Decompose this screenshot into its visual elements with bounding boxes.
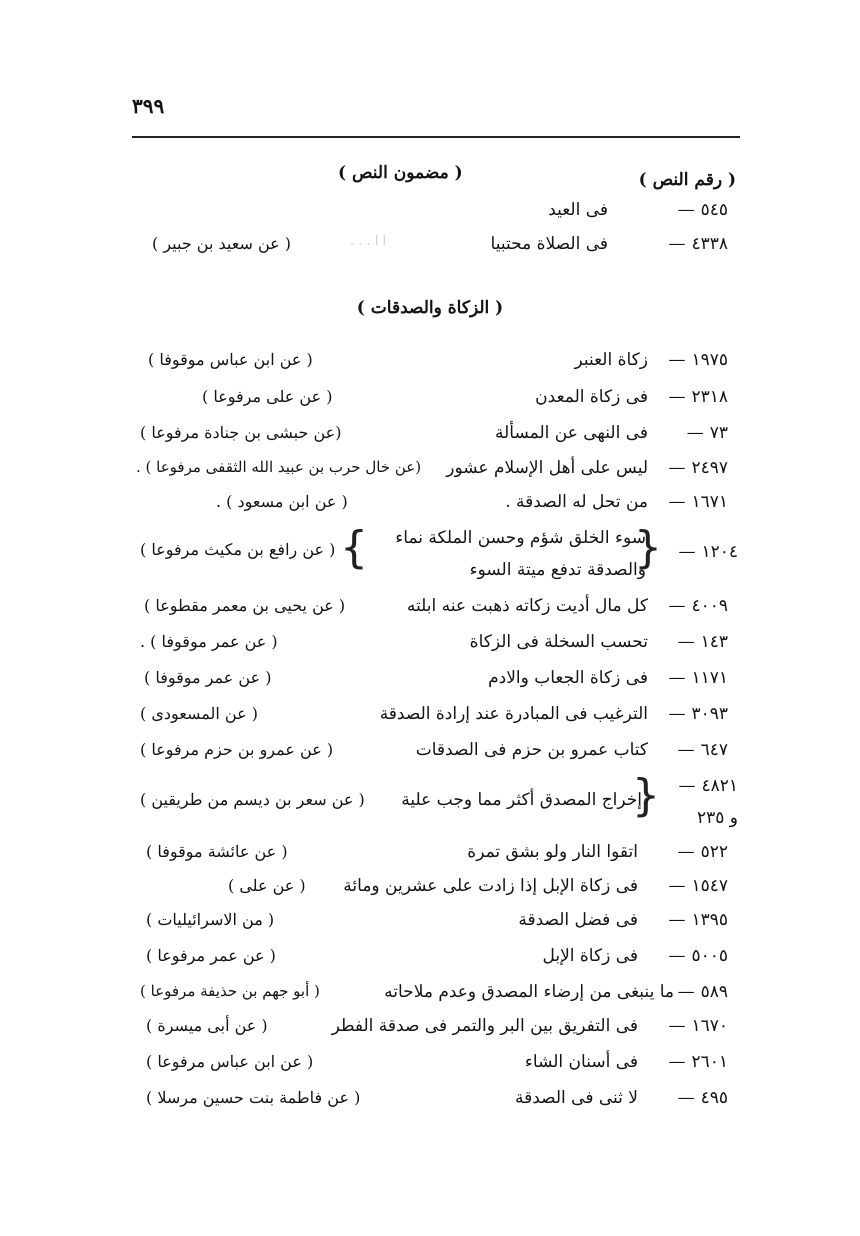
entry-number: ١٥٤٧ <box>691 876 728 896</box>
entry-source: ( أبو جهم بن حذيفة مرفوعا ) <box>140 982 320 1000</box>
entry-source: ( عن عمر موقوفا ) <box>144 668 272 687</box>
entry-source: ( عن أبى ميسرة ) <box>146 1016 268 1035</box>
entry-number: ٤٠٠٩ <box>691 596 728 616</box>
index-entry-multiline: ٤٨٢١— و ٢٣٥ { إخراج المصدق أكثر مما وجب علية ( عن سعر بن ديسم من طريقين ) <box>140 770 738 828</box>
entry-topic: تحسب السخلة فى الزكاة <box>469 632 648 652</box>
index-entry: ٤٠٠٩— كل مال أديت زكاته ذهبت عنه ابلته ( عن يحيى بن معمر مقطوعا ) <box>144 596 728 616</box>
left-brace: } <box>340 522 368 573</box>
index-entry-multiline: ١٢٠٤— { سوء الخلق شؤم وحسن الملكة نماء والصدقة تدفع ميتة السوء } ( عن رافع بن مكيث مرفوعا ) <box>140 522 738 580</box>
index-entry: ٥٨٩— ما ينبغى من إرضاء المصدق وعدم ملاحاته ( أبو جهم بن حذيفة مرفوعا ) <box>140 982 728 1002</box>
index-entry: ٧٣— فى النهى عن المسألة (عن حبشى بن جنادة مرفوعا ) <box>140 423 728 443</box>
entry-topic: فى أسنان الشاء <box>524 1052 638 1072</box>
entry-source: ( عن يحيى بن معمر مقطوعا ) <box>144 596 346 615</box>
right-brace: { <box>632 770 660 821</box>
entry-number: ١٦٧٠ <box>691 1016 728 1036</box>
entry-number: ٢٣١٨ <box>691 387 728 407</box>
entry-topic: فى العيد <box>548 200 608 220</box>
entry-number: ٣٠٩٣ <box>691 704 728 724</box>
entry-topic: إخراج المصدق أكثر مما وجب علية <box>401 790 642 810</box>
entry-number: ٤٣٣٨ <box>691 234 728 254</box>
entry-number: ١٢٠٤ <box>701 542 738 562</box>
section-title: ( الزكاة والصدقات ) <box>356 298 504 318</box>
index-entry: ١٩٧٥— زكاة العنبر ( عن ابن عباس موقوفا ) <box>148 350 728 370</box>
entry-number: ١٤٣ <box>700 632 728 652</box>
entry-source: (عن حبشى بن جنادة مرفوعا ) <box>140 423 342 442</box>
entry-source: ( عن سعيد بن جبير ) <box>152 234 291 253</box>
index-entry: ١٤٣— تحسب السخلة فى الزكاة ( عن عمر موقوفا ) . <box>140 632 728 652</box>
entry-source: ( عن عمر مرفوعا ) <box>146 946 276 965</box>
entry-source: (عن خال حرب بن عبيد الله الثقفى مرفوعا ) . <box>136 458 422 476</box>
entry-number: ٦٤٧ <box>700 740 728 760</box>
entry-topic: فى زكاة المعدن <box>535 387 648 407</box>
entry-topic: الترغيب فى المبادرة عند إرادة الصدقة <box>379 704 648 724</box>
entry-source: ( عن ابن عباس مرفوعا ) <box>146 1052 314 1071</box>
entry-number-second: و ٢٣٥ <box>696 808 738 828</box>
entry-number: ١٩٧٥ <box>691 350 728 370</box>
number-column-heading: ( رقم النص ) <box>638 170 736 190</box>
index-entry: ٥٤٥— فى العيد <box>548 200 728 220</box>
entry-topic: لا ثنى فى الصدقة <box>514 1088 638 1108</box>
index-entry: ١١٧١— فى زكاة الجعاب والادم ( عن عمر موقوفا ) <box>144 668 728 688</box>
entry-number: ٥٤٥ <box>700 200 728 220</box>
entry-topic: من تحل له الصدقة . <box>505 492 648 512</box>
entry-topic: فى زكاة الإبل إذا زادت على عشرين ومائة <box>343 876 638 896</box>
entry-topic: فى الصلاة محتبيا <box>490 234 608 254</box>
index-entry: ٦٤٧— كتاب عمرو بن حزم فى الصدقات ( عن عمرو بن حزم مرفوعا ) <box>140 740 728 760</box>
entry-topic: زكاة العنبر <box>574 350 648 370</box>
entry-number: ٧٣ <box>709 423 728 443</box>
entry-topic: كل مال أديت زكاته ذهبت عنه ابلته <box>406 596 648 616</box>
entry-source: ( عن عائشة موقوفا ) <box>146 842 288 861</box>
entry-topic: ليس على أهل الإسلام عشور <box>446 458 648 478</box>
entry-source: ( عن ابن مسعود ) . <box>216 492 348 511</box>
index-entry: ٥٠٠٥— فى زكاة الإبل ( عن عمر مرفوعا ) <box>146 946 728 966</box>
entry-topic-line: والصدقة تدفع ميتة السوء <box>469 560 646 580</box>
entry-source: ( من الاسرائيليات ) <box>146 910 275 929</box>
index-entry: ١٦٧١— من تحل له الصدقة . ( عن ابن مسعود ) . <box>216 492 728 512</box>
right-brace: { <box>634 522 662 573</box>
entry-number: ٥٠٠٥ <box>691 946 728 966</box>
entry-number: ٤٩٥ <box>700 1088 728 1108</box>
entry-source: ( عن فاطمة بنت حسين مرسلا ) <box>146 1088 361 1107</box>
index-entry: ١٣٩٥— فى فضل الصدقة ( من الاسرائيليات ) <box>146 910 728 930</box>
entry-number: ١٣٩٥ <box>691 910 728 930</box>
entry-topic: فى فضل الصدقة <box>518 910 638 930</box>
entry-topic: كتاب عمرو بن حزم فى الصدقات <box>415 740 648 760</box>
index-entry: ١٥٤٧— فى زكاة الإبل إذا زادت على عشرين ومائة ( عن على ) <box>228 876 728 896</box>
index-entry: ٤٣٣٨— فى الصلاة محتبيا ا ا . . . ( عن سعيد بن جبير ) <box>152 234 728 254</box>
index-entry: ٣٠٩٣— الترغيب فى المبادرة عند إرادة الصدقة ( عن المسعودى ) <box>140 704 728 724</box>
entry-number: ٥٢٢ <box>700 842 728 862</box>
entry-number: ١٦٧١ <box>691 492 728 512</box>
entry-topic: فى زكاة الجعاب والادم <box>488 668 648 688</box>
entry-source: ( عن على مرفوعا ) <box>202 387 333 406</box>
content-column-heading: ( مضمون النص ) <box>338 163 463 183</box>
page-number: ٣٩٩ <box>132 94 165 118</box>
index-entry: ٥٢٢— اتقوا النار ولو بشق تمرة ( عن عائشة موقوفا ) <box>146 842 728 862</box>
entry-topic-line: سوء الخلق شؤم وحسن الملكة نماء <box>395 528 646 548</box>
entry-topic: ما ينبغى من إرضاء المصدق وعدم ملاحاته <box>384 982 674 1002</box>
entry-number: ٥٨٩ <box>700 982 728 1002</box>
entry-source: ( عن ابن عباس موقوفا ) <box>148 350 313 369</box>
entry-number: ٤٨٢١ <box>701 776 738 796</box>
entry-source: ( عن عمرو بن حزم مرفوعا ) <box>140 740 334 759</box>
entry-topic: فى زكاة الإبل <box>542 946 638 966</box>
index-entry: ٢٦٠١— فى أسنان الشاء ( عن ابن عباس مرفوعا ) <box>146 1052 728 1072</box>
header-rule <box>132 136 740 138</box>
entry-source: ( عن رافع بن مكيث مرفوعا ) <box>140 540 336 559</box>
entry-source: ( عن على ) <box>228 876 306 895</box>
entry-number: ١١٧١ <box>691 668 728 688</box>
entry-topic: فى النهى عن المسألة <box>495 423 648 443</box>
faded-mark: ا ا . . . <box>350 234 387 249</box>
entry-source: ( عن سعر بن ديسم من طريقين ) <box>140 790 365 809</box>
entry-number: ٢٤٩٧ <box>691 458 728 478</box>
entry-source: ( عن عمر موقوفا ) . <box>140 632 278 651</box>
index-entry: ٢٣١٨— فى زكاة المعدن ( عن على مرفوعا ) <box>202 387 728 407</box>
index-entry: ٤٩٥— لا ثنى فى الصدقة ( عن فاطمة بنت حسين مرسلا ) <box>146 1088 728 1108</box>
entry-topic: اتقوا النار ولو بشق تمرة <box>467 842 638 862</box>
index-entry: ٢٤٩٧— ليس على أهل الإسلام عشور (عن خال حرب بن عبيد الله الثقفى مرفوعا ) . <box>136 458 728 478</box>
entry-number: ٢٦٠١ <box>691 1052 728 1072</box>
entry-topic: فى التفريق بين البر والتمر فى صدقة الفطر <box>331 1016 638 1036</box>
index-entry: ١٦٧٠— فى التفريق بين البر والتمر فى صدقة الفطر ( عن أبى ميسرة ) <box>146 1016 728 1036</box>
entry-source: ( عن المسعودى ) <box>140 704 258 723</box>
